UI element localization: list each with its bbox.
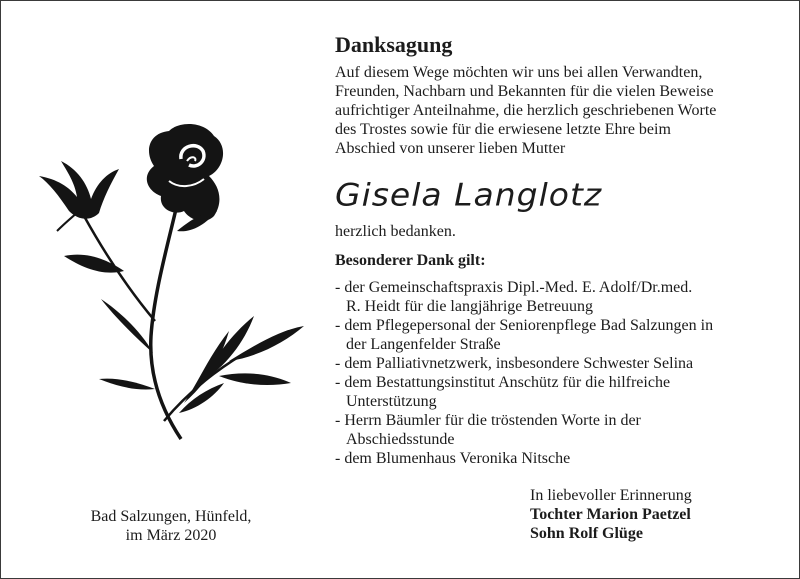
list-item-line: - dem Bestattungsinstitut Anschütz für die hilfreiche: [335, 374, 671, 391]
list-item-continuation: Abschiedsstunde: [346, 431, 455, 448]
intro-line: aufrichtiger Anteilnahme, die herzlich geschriebenen Worte: [335, 102, 717, 119]
list-item: [335, 411, 780, 449]
list-item: [335, 316, 780, 354]
special-thanks-list: [335, 278, 780, 468]
list-item: [335, 278, 780, 316]
intro-paragraph: [335, 63, 780, 158]
signature-intro: In liebevoller Erinnerung: [530, 487, 692, 504]
signatory-name: Tochter Marion Paetzel: [530, 506, 691, 523]
list-item-line: - der Gemeinschaftspraxis Dipl.-Med. E. Adolf/Dr.med.: [335, 279, 693, 296]
place-and-date: [41, 507, 301, 545]
rose-flower-icon: [29, 121, 319, 451]
main-text: [335, 31, 780, 468]
signatory-name: Sohn Rolf Glüge: [530, 525, 643, 542]
intro-line: des Trostes sowie für die erwiesene letzte Ehre beim: [335, 121, 671, 138]
list-item-continuation: der Langenfelder Straße: [346, 336, 501, 353]
special-thanks-heading: Besonderer Dank gilt:: [335, 252, 486, 269]
intro-line: Auf diesem Wege möchten wir uns bei allen Verwandten,: [335, 64, 703, 81]
list-item-continuation: R. Heidt für die langjährige Betreuung: [346, 298, 594, 315]
list-item-line: - dem Palliativnetzwerk, insbesondere Schwester Selina: [335, 355, 694, 372]
list-item: [335, 449, 780, 468]
list-item: [335, 373, 780, 411]
list-item: [335, 354, 780, 373]
intro-line: Freunden, Nachbarn und Bekannten für die vielen Beweise: [335, 83, 714, 100]
intro-line: Abschied von unserer lieben Mutter: [335, 140, 566, 157]
signature-block: [530, 486, 780, 543]
date-text: im März 2020: [125, 527, 217, 544]
page-title: Danksagung: [335, 32, 453, 57]
list-item-continuation: Unterstützung: [346, 393, 437, 410]
thanks-text: herzlich bedanken.: [335, 223, 456, 240]
list-item-line: - dem Pflegepersonal der Seniorenpflege Bad Salzungen in: [335, 317, 714, 334]
deceased-name: Gisela Langlotz: [335, 175, 603, 213]
list-item-line: - Herrn Bäumler für die tröstenden Worte in der: [335, 412, 641, 429]
location-text: Bad Salzungen, Hünfeld,: [90, 508, 252, 525]
list-item-line: - dem Blumenhaus Veronika Nitsche: [335, 450, 571, 467]
